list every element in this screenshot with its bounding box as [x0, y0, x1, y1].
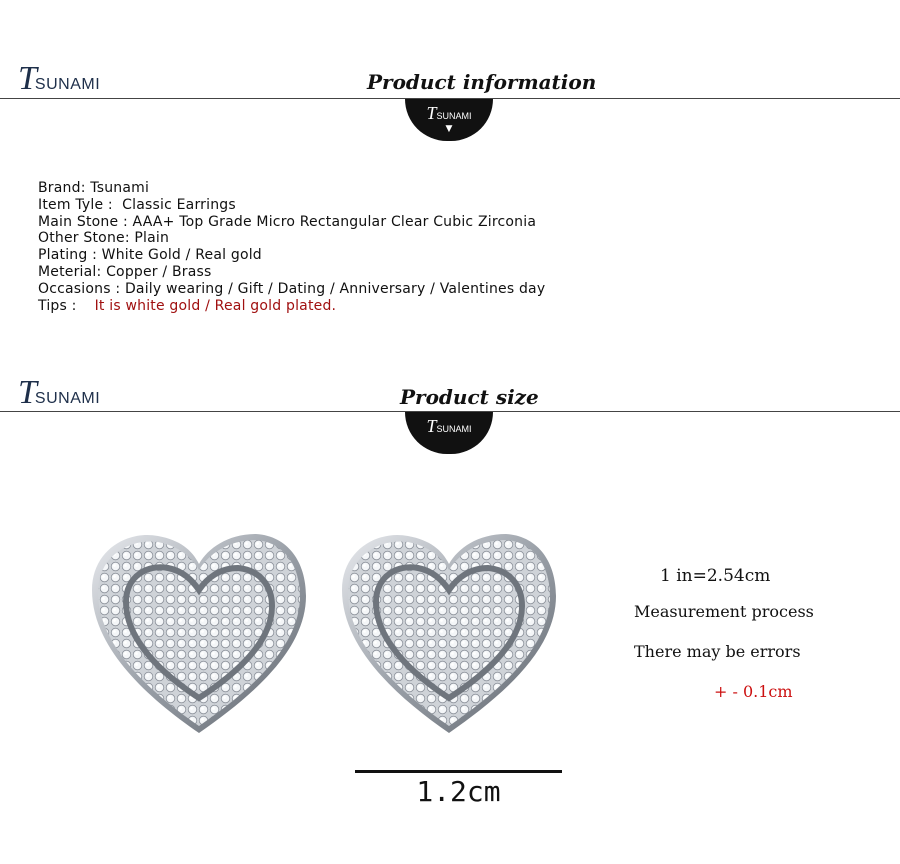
info-row	[38, 230, 545, 247]
info-row	[38, 214, 545, 231]
tips-row: Tips : It is white gold / Real gold plated.	[38, 297, 337, 314]
info-label: Plating :	[38, 247, 102, 264]
measurement-process-note: Measurement process	[634, 602, 814, 621]
conversion-note: 1 in=2.54cm	[660, 566, 771, 586]
product-information-title: Product information	[367, 70, 597, 94]
brand-logo: TSUNAMI	[18, 60, 101, 97]
info-value: White Gold / Real gold	[101, 247, 262, 264]
info-value: Daily wearing / Gift / Dating / Anniversary / Valentines day	[124, 280, 546, 297]
info-value: Classic Earrings	[122, 196, 236, 213]
info-label: Occasions :	[38, 280, 125, 297]
chevron-down-icon: ▼	[445, 124, 453, 134]
info-label: Meterial:	[38, 263, 107, 280]
brand-badge: TSUNAMI ▼	[405, 99, 493, 141]
info-label: Main Stone :	[38, 213, 133, 230]
info-row	[38, 197, 545, 214]
errors-note: There may be errors	[634, 642, 801, 661]
info-value: Plain	[134, 230, 170, 247]
info-label: Brand:	[38, 180, 91, 196]
info-label: Item Tyle :	[38, 196, 123, 213]
info-value: AAA+ Top Grade Micro Rectangular Clear Cubic Zirconia	[132, 213, 537, 230]
info-row	[38, 247, 545, 264]
scale-bar	[355, 770, 562, 773]
heart-earring-left	[88, 528, 310, 738]
heart-earring-right	[338, 528, 560, 738]
info-row	[38, 180, 545, 197]
tips-value: It is white gold / Real gold plated.	[94, 297, 337, 314]
info-value: Tsunami	[90, 180, 150, 196]
brand-badge-size: TSUNAMI	[405, 412, 493, 454]
info-label: Other Stone:	[38, 230, 135, 247]
tolerance-note: + - 0.1cm	[714, 682, 793, 701]
scale-label: 1.2cm	[416, 775, 501, 808]
product-info-list	[38, 180, 545, 314]
brand-logo-size: TSUNAMI	[18, 374, 101, 411]
info-value: Copper / Brass	[106, 263, 212, 280]
product-size-title: Product size	[400, 385, 539, 409]
info-row	[38, 264, 545, 281]
info-row	[38, 281, 545, 298]
